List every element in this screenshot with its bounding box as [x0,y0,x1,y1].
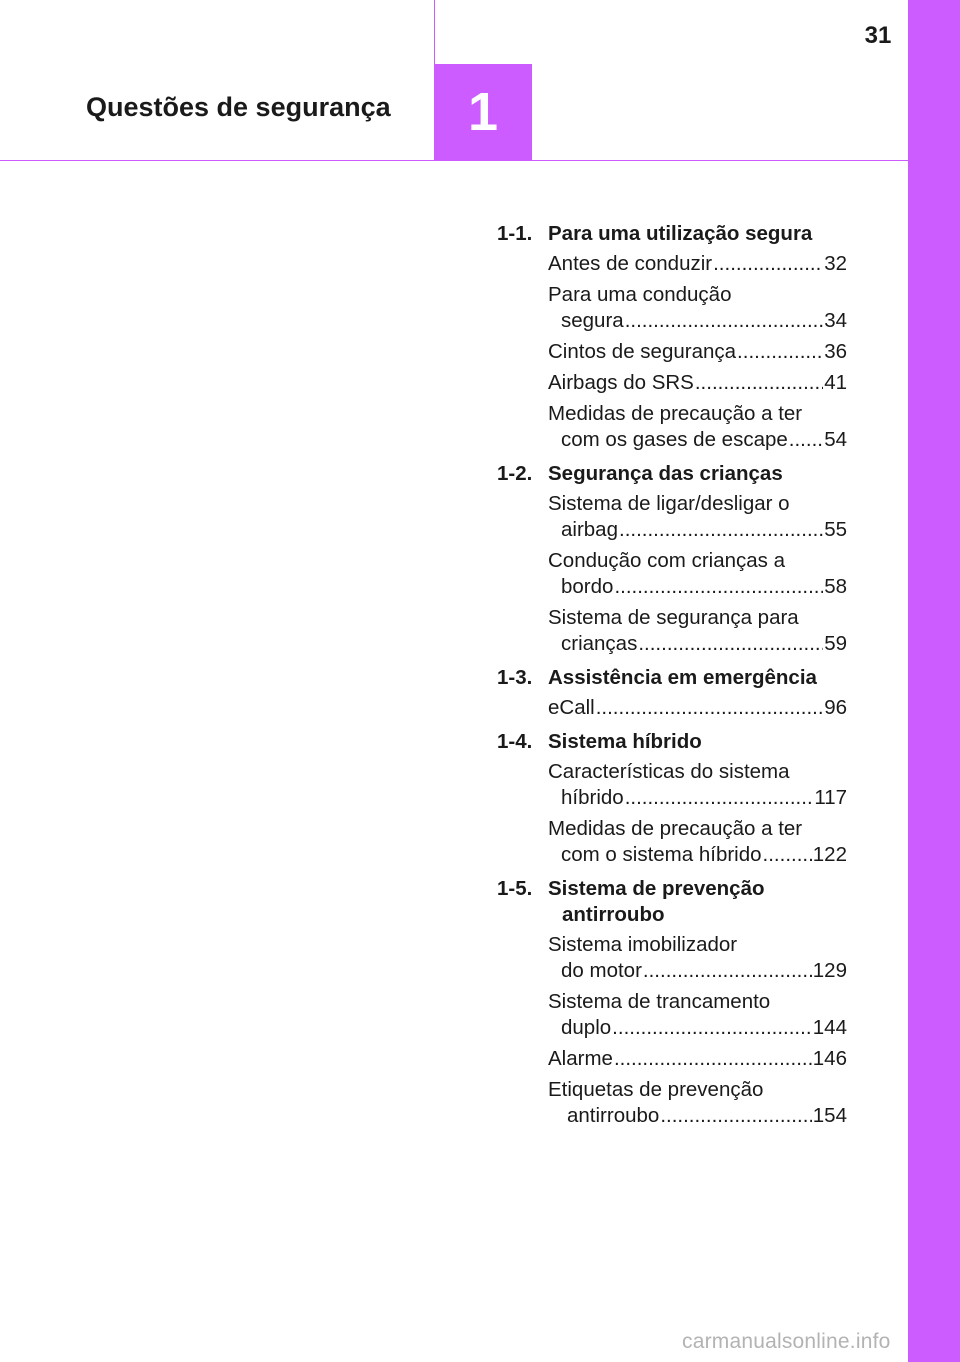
toc-entry[interactable] [548,491,847,543]
toc-dot-leader [737,339,823,365]
toc-entry-page: 144 [812,1016,847,1039]
toc-entry-title: airbag [561,518,618,541]
toc-entry[interactable] [548,251,847,277]
toc-entry-title: Antes de conduzir [548,252,713,275]
toc-dot-leader [619,517,823,543]
chapter-side-tab [908,0,960,1362]
toc-dot-leader [614,574,823,600]
toc-entry[interactable] [548,282,847,334]
toc-entry-title: com os gases de escape [561,428,788,451]
toc-entry-title-line: Sistema de trancamento [548,990,771,1013]
toc-entry-title: do motor [561,959,642,982]
toc-entry-page: 146 [812,1047,847,1070]
toc-entry[interactable] [548,605,847,657]
toc-entry[interactable] [548,548,847,600]
toc-entry[interactable] [548,1046,847,1072]
toc-entry-page: 41 [824,371,847,394]
toc-entry-page: 54 [824,428,847,451]
header-divider-vertical [434,0,435,64]
toc-entry[interactable] [548,989,847,1041]
toc-entry[interactable] [548,401,847,453]
toc-entry-title: eCall [548,696,595,719]
toc-entry-page: 55 [824,518,847,541]
toc-entry-title-line: Características do sistema [548,760,790,783]
toc-section-title: Sistema de prevenção antirroubo [548,877,765,926]
toc-section-heading[interactable] [497,664,847,691]
toc-dot-leader [625,308,824,334]
toc-entry-page: 34 [824,309,847,332]
toc-entry-title-line: Etiquetas de prevenção [548,1078,764,1101]
toc-entry-title-line: Sistema imobilizador [548,933,738,956]
toc-entry-page: 154 [812,1104,847,1127]
toc-entry[interactable] [548,695,847,721]
toc-entry[interactable] [548,339,847,365]
toc-dot-leader [789,427,823,453]
toc-section-heading[interactable] [497,220,847,247]
page-number: 31 [864,22,892,49]
toc-section-heading[interactable] [497,875,847,928]
toc-entry-page: 129 [812,959,847,982]
toc-entry-page: 32 [824,252,847,275]
toc-dot-leader [625,785,814,811]
toc-dot-leader [596,695,823,721]
toc-entry-title-line: Para uma condução [548,283,732,306]
toc-entry-title-line: Sistema de segurança para [548,606,799,629]
toc-section-title: Assistência em emergência [548,666,817,689]
toc-entry[interactable] [548,816,847,868]
toc-entry-title: com o sistema híbrido [561,843,762,866]
toc-entry-page: 36 [824,340,847,363]
toc-entry[interactable] [548,370,847,396]
toc-entry[interactable] [548,932,847,984]
toc-dot-leader [612,1015,812,1041]
toc-section-number: 1-4. [497,730,533,753]
toc-dot-leader [614,1046,812,1072]
toc-section-number: 1-3. [497,666,533,689]
chapter-title: Questões de segurança [86,92,391,122]
toc-entry-title: duplo [561,1016,612,1039]
toc-entry-title: segura [561,309,624,332]
toc-entry-title: crianças [561,632,638,655]
toc-entry[interactable] [548,759,847,811]
toc-section-number: 1-5. [497,877,533,900]
toc-section-number: 1-1. [497,222,533,245]
toc-dot-leader [660,1103,811,1129]
toc-entry-title-line: Medidas de precaução a ter [548,402,803,425]
toc-section-heading[interactable] [497,728,847,755]
toc-section-title: Sistema híbrido [548,730,702,753]
toc-entry-title: bordo [561,575,614,598]
toc-entry-page: 96 [824,696,847,719]
toc-entry[interactable] [548,1077,847,1129]
toc-dot-leader [713,251,823,277]
toc-entry-page: 58 [824,575,847,598]
toc-entry-page: 117 [814,786,847,809]
toc-dot-leader [695,370,823,396]
toc-entry-title-line: Condução com crianças a [548,549,786,572]
toc-section-heading[interactable] [497,460,847,487]
toc-entry-title: Airbags do SRS [548,371,694,394]
toc-section-number: 1-2. [497,462,533,485]
toc-entry-page: 122 [812,843,847,866]
toc-section-title: Para uma utilização segura [548,222,813,245]
toc-dot-leader [763,842,812,868]
toc-dot-leader [643,958,812,984]
toc-entry-page: 59 [824,632,847,655]
toc-dot-leader [638,631,823,657]
toc-entry-title-line: Medidas de precaução a ter [548,817,803,840]
toc-entry-title: antirroubo [567,1104,660,1127]
toc-entry-title: híbrido [561,786,624,809]
toc-entry-title: Alarme [548,1047,613,1070]
toc-section-title: Segurança das crianças [548,462,783,485]
watermark: carmanualsonline.info [682,1330,891,1353]
toc-entry-title: Cintos de segurança [548,340,737,363]
chapter-number-box: 1 [434,64,532,161]
table-of-contents [497,220,847,1134]
toc-entry-title-line: Sistema de ligar/desligar o [548,492,790,515]
